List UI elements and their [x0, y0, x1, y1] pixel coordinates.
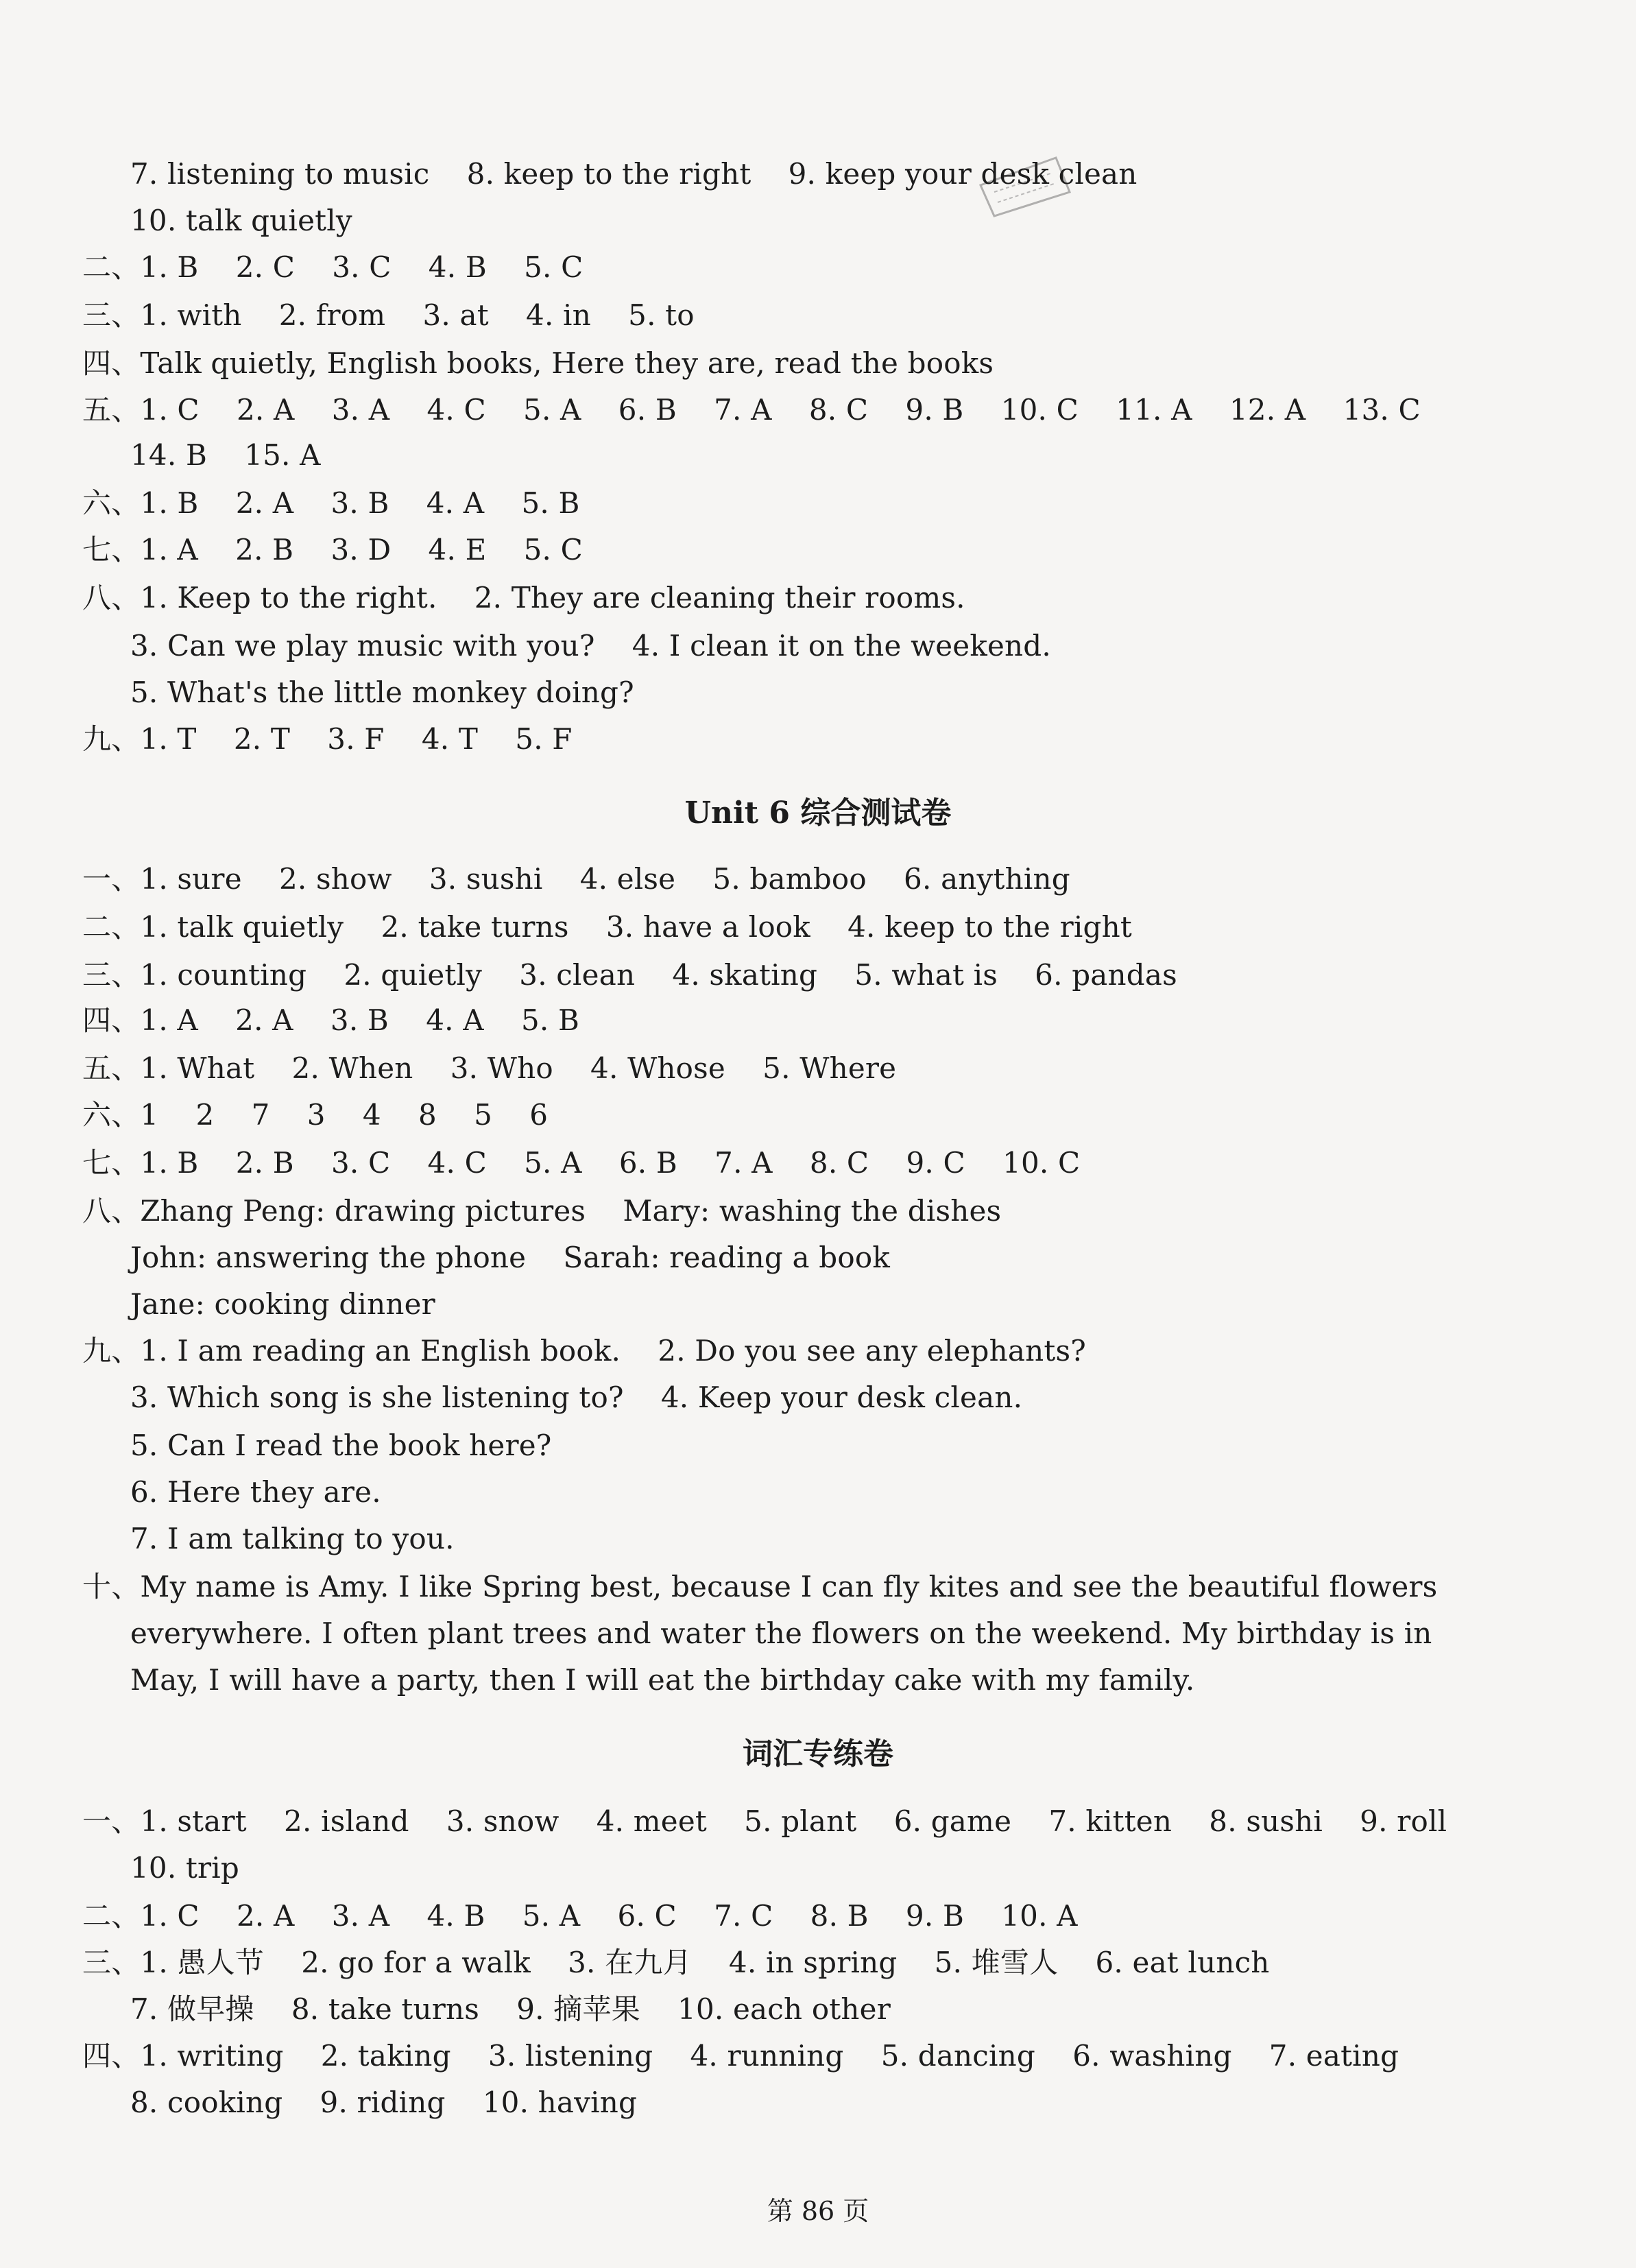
- answer-line: 三、1. with 2. from 3. at 4. in 5. to: [82, 298, 695, 332]
- answer-line: 四、1. A 2. A 3. B 4. A 5. B: [82, 1003, 580, 1037]
- answer-line: 14. B 15. A: [130, 438, 321, 472]
- answer-line: 7. listening to music 8. keep to the right 9. keep your desk clean: [130, 157, 1138, 191]
- answer-line: everywhere. I often plant trees and water the flowers on the weekend. My birthday is in: [130, 1616, 1432, 1650]
- answer-line: 一、1. start 2. island 3. snow 4. meet 5. plant 6. game 7. kitten 8. sushi 9. roll: [82, 1804, 1447, 1838]
- answer-line: 四、Talk quietly, English books, Here they are, read the books: [82, 346, 994, 380]
- answer-line: 6. Here they are.: [130, 1475, 381, 1509]
- answer-line: 三、1. counting 2. quietly 3. clean 4. skating 5. what is 6. pandas: [82, 958, 1177, 992]
- page-number: 第 86 页: [767, 2196, 869, 2226]
- answer-line: 二、1. talk quietly 2. take turns 3. have a look 4. keep to the right: [82, 910, 1132, 944]
- answer-line: 7. 做早操 8. take turns 9. 摘苹果 10. each other: [130, 1992, 891, 2026]
- answer-line: 七、1. B 2. B 3. C 4. C 5. A 6. B 7. A 8. C 9. C 10. C: [82, 1146, 1081, 1180]
- answer-line: 10. talk quietly: [130, 204, 352, 237]
- answer-line: 八、Zhang Peng: drawing pictures Mary: washing the dishes: [82, 1194, 1002, 1228]
- answer-line: John: answering the phone Sarah: reading a book: [130, 1241, 890, 1274]
- answer-line: 六、1 2 7 3 4 8 5 6: [82, 1098, 549, 1132]
- answer-line: 8. cooking 9. riding 10. having: [130, 2086, 638, 2119]
- answer-line: 八、1. Keep to the right. 2. They are cleaning their rooms.: [82, 581, 965, 614]
- answer-line: 一、1. sure 2. show 3. sushi 4. else 5. bamboo 6. anything: [82, 862, 1070, 896]
- answer-line: 10. trip: [130, 1851, 240, 1885]
- answer-line: 九、1. T 2. T 3. F 4. T 5. F: [82, 722, 573, 756]
- answer-line: Jane: cooking dinner: [130, 1287, 435, 1321]
- answer-line: 3. Which song is she listening to? 4. Keep your desk clean.: [130, 1381, 1023, 1414]
- answer-line: 五、1. What 2. When 3. Who 4. Whose 5. Where: [82, 1051, 897, 1085]
- answer-line: 十、My name is Amy. I like Spring best, because I can fly kites and see the beautiful flowers: [82, 1570, 1438, 1603]
- answer-line: 5. What's the little monkey doing?: [130, 676, 634, 709]
- answer-line: 五、1. C 2. A 3. A 4. C 5. A 6. B 7. A 8. C 9. B 10. C 11. A 12. A 13. C: [82, 393, 1421, 427]
- vocab-heading: 词汇专练卷: [743, 1736, 893, 1771]
- answer-line: 3. Can we play music with you? 4. I clean it on the weekend.: [130, 629, 1051, 663]
- answer-line: 三、1. 愚人节 2. go for a walk 3. 在九月 4. in spring 5. 堆雪人 6. eat lunch: [82, 1946, 1270, 1979]
- answer-line: 7. I am talking to you.: [130, 1522, 455, 1555]
- answer-line: 六、1. B 2. A 3. B 4. A 5. B: [82, 486, 580, 520]
- answer-line: 二、1. B 2. C 3. C 4. B 5. C: [82, 250, 584, 284]
- answer-line: 5. Can I read the book here?: [130, 1429, 552, 1462]
- unit6-heading: Unit 6 综合测试卷: [684, 796, 952, 831]
- answer-line: 四、1. writing 2. taking 3. listening 4. running 5. dancing 6. washing 7. eating: [82, 2039, 1399, 2073]
- answer-line: May, I will have a party, then I will eat the birthday cake with my family.: [130, 1663, 1195, 1697]
- answer-line: 二、1. C 2. A 3. A 4. B 5. A 6. C 7. C 8. B 9. B 10. A: [82, 1899, 1078, 1933]
- answer-line: 九、1. I am reading an English book. 2. Do you see any elephants?: [82, 1334, 1086, 1368]
- answer-line: 七、1. A 2. B 3. D 4. E 5. C: [82, 533, 583, 566]
